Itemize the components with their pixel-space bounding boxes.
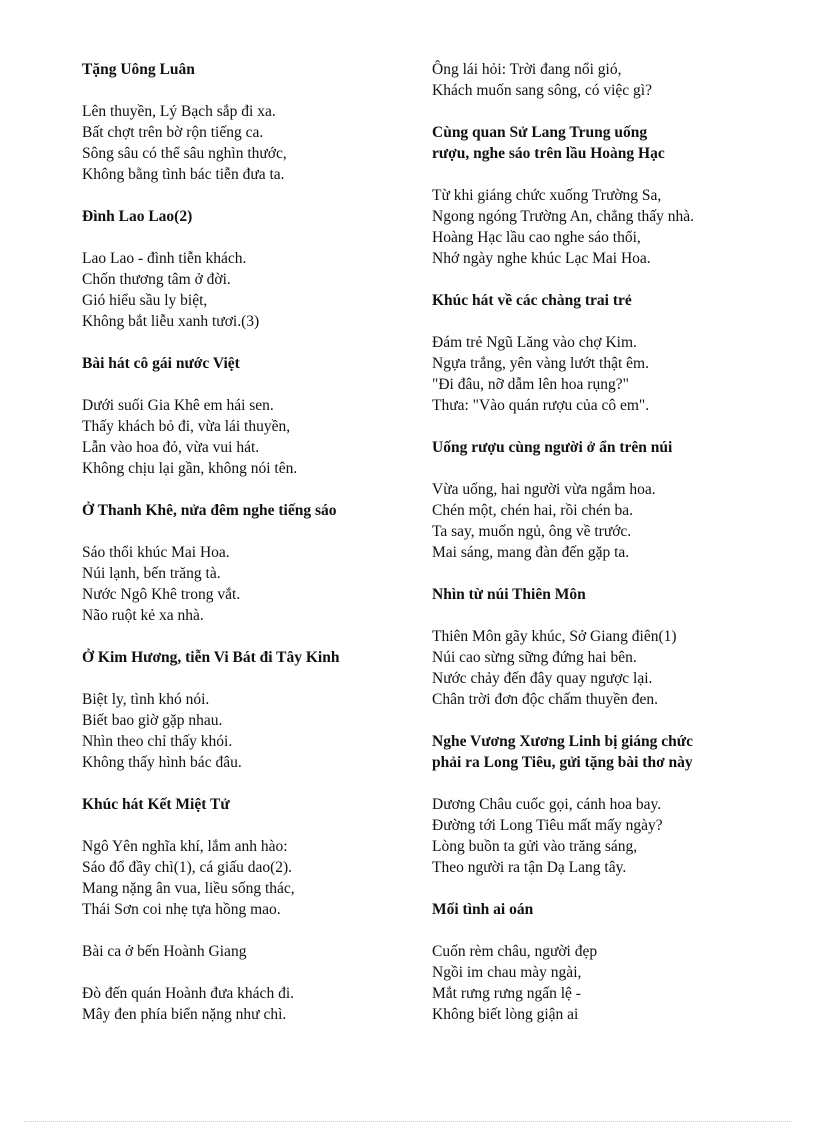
poem-line: Lòng buồn ta gửi vào trăng sáng, xyxy=(432,838,638,855)
poem-line: Hoàng Hạc lầu cao nghe sáo thổi, xyxy=(432,229,641,246)
poem xyxy=(432,437,802,563)
poem xyxy=(82,500,412,626)
poem-line: Ngựa trắng, yên vàng lướt thật êm. xyxy=(432,355,649,372)
poem-line: Chốn thương tâm ở đời. xyxy=(82,271,231,288)
poem-line: "Đi đâu, nỡ dẫm lên hoa rụng?" xyxy=(432,376,629,393)
poem-line: Từ khi giáng chức xuống Trường Sa, xyxy=(432,187,662,204)
poem xyxy=(432,731,802,878)
poem-title: Ở Kim Hương, tiễn Vi Bát đi Tây Kinh xyxy=(82,649,340,666)
poem-line: Núi lạnh, bến trăng tà. xyxy=(82,565,221,582)
poem-title: Khúc hát về các chàng trai trẻ xyxy=(432,292,632,309)
poem-line: Mây đen phía biển nặng như chì. xyxy=(82,1006,287,1023)
poem xyxy=(82,353,412,479)
left-column xyxy=(82,59,412,1025)
poem xyxy=(82,59,412,185)
poem-line: Bất chợt trên bờ rộn tiếng ca. xyxy=(82,124,264,141)
poem xyxy=(432,899,802,1025)
poem-line: Biệt ly, tình khó nói. xyxy=(82,691,210,708)
poem-line: Não ruột kẻ xa nhà. xyxy=(82,607,204,624)
poem-line: Ngong ngóng Trường An, chẳng thấy nhà. xyxy=(432,208,695,225)
poem-line: Núi cao sừng sững đứng hai bên. xyxy=(432,649,637,666)
poem-line: Nhớ ngày nghe khúc Lạc Mai Hoa. xyxy=(432,250,651,267)
poem-line: Nước Ngô Khê trong vắt. xyxy=(82,586,241,603)
poem xyxy=(82,206,412,332)
poem-title: Bài ca ở bến Hoành Giang xyxy=(82,943,247,960)
poem-line: Lao Lao - đình tiễn khách. xyxy=(82,250,247,267)
poem-title: Uống rượu cùng người ở ẩn trên núi xyxy=(432,439,673,456)
poem-title: Khúc hát Kết Miệt Tử xyxy=(82,796,230,813)
poem-line: Không bắt liễu xanh tươi.(3) xyxy=(82,313,260,330)
poem-title: Bài hát cô gái nước Việt xyxy=(82,355,240,372)
poem-line: Lẫn vào hoa đỏ, vừa vui hát. xyxy=(82,439,260,456)
poem-line: Chén một, chén hai, rồi chén ba. xyxy=(432,502,634,519)
poem-line: Vừa uống, hai người vừa ngắm hoa. xyxy=(432,481,656,498)
poem-line: Sáo đổ đầy chì(1), cá giấu dao(2). xyxy=(82,859,293,876)
poem-line: Đám trẻ Ngũ Lăng vào chợ Kim. xyxy=(432,334,637,351)
page-footer-divider xyxy=(24,1121,792,1122)
poem-title xyxy=(432,731,802,773)
poem-line: Cuốn rèm châu, người đẹp xyxy=(432,943,598,960)
poem-title: Mối tình ai oán xyxy=(432,901,534,918)
poem-line: Đò đến quán Hoành đưa khách đi. xyxy=(82,985,294,1002)
poem-title-line: phải ra Long Tiêu, gửi tặng bài thơ này xyxy=(432,754,693,771)
poem-line: Lên thuyền, Lý Bạch sắp đi xa. xyxy=(82,103,276,120)
poem-title: Ở Thanh Khê, nửa đêm nghe tiếng sáo xyxy=(82,502,337,519)
poem-line: Theo người ra tận Dạ Lang tây. xyxy=(432,859,627,876)
poem-line: Không chịu lại gần, không nói tên. xyxy=(82,460,298,477)
poem-line: Thái Sơn coi nhẹ tựa hồng mao. xyxy=(82,901,281,918)
poem-title-line: Cùng quan Sử Lang Trung uống xyxy=(432,124,648,141)
poem-line: Dương Châu cuốc gọi, cánh hoa bay. xyxy=(432,796,662,813)
poem-line: Không thấy hình bác đâu. xyxy=(82,754,242,771)
poem-line: Nước chảy đến đây quay ngược lại. xyxy=(432,670,653,687)
right-column xyxy=(432,59,802,1025)
poem-title-line: rượu, nghe sáo trên lầu Hoàng Hạc xyxy=(432,145,665,162)
poem xyxy=(432,584,802,710)
poem-line: Thưa: "Vào quán rượu của cô em". xyxy=(432,397,650,414)
poem-line: Thiên Môn gãy khúc, Sở Giang điên(1) xyxy=(432,628,677,645)
poem xyxy=(82,647,412,773)
poem-line: Dưới suối Gia Khê em hái sen. xyxy=(82,397,274,414)
poem-line: Ngô Yên nghĩa khí, lắm anh hào: xyxy=(82,838,288,855)
poem-line: Ngồi im chau mày ngài, xyxy=(432,964,582,981)
poem-line: Ta say, muốn ngủ, ông về trước. xyxy=(432,523,632,540)
poem xyxy=(432,290,802,416)
poem-line: Thấy khách bỏ đi, vừa lái thuyền, xyxy=(82,418,291,435)
poem-line: Ông lái hỏi: Trời đang nổi gió, xyxy=(432,61,622,78)
poem-line: Sáo thổi khúc Mai Hoa. xyxy=(82,544,230,561)
poem-title-line: Nghe Vương Xương Linh bị giáng chức xyxy=(432,733,693,750)
poem-line: Khách muốn sang sông, có việc gì? xyxy=(432,82,652,99)
poem-line: Gió hiểu sầu ly biệt, xyxy=(82,292,208,309)
poem-title xyxy=(432,122,802,164)
poem-title: Nhìn từ núi Thiên Môn xyxy=(432,586,586,603)
poem xyxy=(82,941,412,1025)
poem-line: Biết bao giờ gặp nhau. xyxy=(82,712,223,729)
poem-line: Mang nặng ân vua, liều sống thác, xyxy=(82,880,295,897)
poem-line: Đường tới Long Tiêu mất mấy ngày? xyxy=(432,817,663,834)
poem-line: Nhìn theo chỉ thấy khói. xyxy=(82,733,233,750)
poem-continuation xyxy=(432,59,802,101)
poem-line: Sông sâu có thể sâu nghìn thước, xyxy=(82,145,287,162)
poem-title: Tặng Uông Luân xyxy=(82,61,195,78)
poem-line: Mai sáng, mang đàn đến gặp ta. xyxy=(432,544,630,561)
poem-line: Không biết lòng giận ai xyxy=(432,1006,579,1023)
poem-line: Chân trời đơn độc chấm thuyền đen. xyxy=(432,691,659,708)
poem-line: Mắt rưng rưng ngấn lệ - xyxy=(432,985,581,1002)
poem xyxy=(432,122,802,269)
poem xyxy=(82,794,412,920)
poem-line: Không bằng tình bác tiễn đưa ta. xyxy=(82,166,285,183)
poem-title: Đình Lao Lao(2) xyxy=(82,208,193,225)
